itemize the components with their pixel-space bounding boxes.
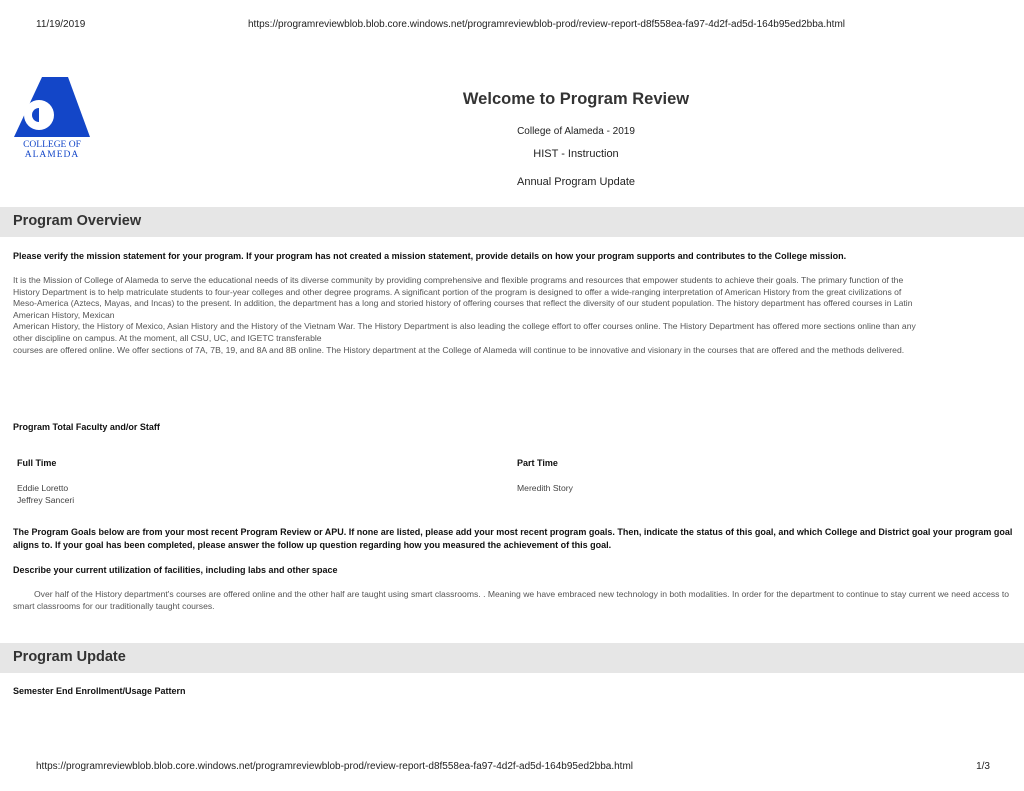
program-name: HIST - Instruction [533, 148, 619, 160]
full-time-label: Full Time [17, 458, 57, 468]
print-date: 11/19/2019 [36, 19, 86, 30]
mission-line: It is the Mission of College of Alameda to serve the educational needs of its diverse community by providing comprehensive and flexible programs and resources that empower students to achieve their goals. The primary function of the [13, 275, 904, 285]
facilities-question: Describe your current utilization of facilities, including labs and other space [13, 565, 338, 575]
program-update-band [0, 643, 1024, 673]
mission-line: History Department is to help matriculate students to four-year colleges and other degree programs. A significant portion of the program is designed to offer a wide-ranging interpretation of American History from the great civilizations of [13, 286, 902, 297]
staff-name: Eddie Loretto [17, 483, 69, 493]
mission-statement [13, 275, 1013, 356]
program-goals-text: The Program Goals below are from your most recent Program Review or APU. If none are listed, please add your most recent program goals. Then, indicate the status of this goal, and which College and District goal your program goal aligns to. If your goal has been completed, please answer the follow up question regarding how you measured the achievement of this goal. [13, 527, 1013, 550]
facilities-answer: Over half of the History department's courses are offered online and the other half are taught using smart classrooms. . Meaning we have embraced new technology in both modalities. In order for the department to continue to stay current we need access to smart classrooms for our traditionally taught courses. [13, 589, 1010, 611]
mission-line: American History, the History of Mexico, Asian History and the History of the Vietnam War. The History Department is also leading the college effort to offer courses online. The History Department has offered more sections online than any [13, 321, 916, 332]
program-update-heading: Program Update [13, 649, 126, 665]
part-time-label: Part Time [517, 458, 558, 468]
print-footer-url: https://programreviewblob.blob.core.windows.net/programreviewblob-prod/review-report-d8f558ea-fa97-4d2f-ad5d-164b95ed2bba.html [36, 761, 634, 772]
staff-name: Jeffrey Sanceri [17, 495, 75, 505]
mission-line: other discipline on campus. At the moment, all CSU, UC, and IGETC transferable [13, 332, 322, 343]
logo-text-line1: COLLEGE OF [23, 140, 81, 150]
mission-line: courses are offered online. We offer sections of 7A, 7B, 19, and 8A and 8B online. The History department at the College of Alameda will continue to be innovative and visionary in the courses that are offered and the methods delivered. [13, 344, 905, 355]
enrollment-heading: Semester End Enrollment/Usage Pattern [13, 686, 186, 696]
program-overview-band [0, 207, 1024, 237]
college-logo [12, 77, 92, 159]
staff-name: Meredith Story [517, 483, 573, 493]
page-title: Welcome to Program Review [462, 90, 690, 108]
logo-text-line2: ALAMEDA [24, 150, 80, 159]
mission-line: Meso-America (Aztecs, Mayas, and Incas) to the present. In addition, the department has a long and storied history of offering courses that reflect the diversity of our student population. The history department has offered courses in Latin [13, 298, 913, 309]
full-time-list [17, 482, 74, 506]
college-year: College of Alameda - 2019 [517, 126, 635, 137]
mission-question: Please verify the mission statement for your program. If your program has not created a mission statement, provide details on how your program supports and contributes to the College mission. [13, 251, 847, 261]
page-number: 1/3 [976, 761, 990, 772]
faculty-heading: Program Total Faculty and/or Staff [13, 422, 160, 432]
college-logo-icon [12, 77, 92, 159]
program-overview-heading: Program Overview [13, 213, 142, 229]
mission-line: American History, Mexican [13, 309, 115, 320]
review-type: Annual Program Update [516, 176, 635, 188]
print-header-url: https://programreviewblob.blob.core.windows.net/programreviewblob-prod/review-report-d8f558ea-fa97-4d2f-ad5d-164b95ed2bba.html [248, 19, 846, 30]
part-time-list [517, 482, 573, 494]
